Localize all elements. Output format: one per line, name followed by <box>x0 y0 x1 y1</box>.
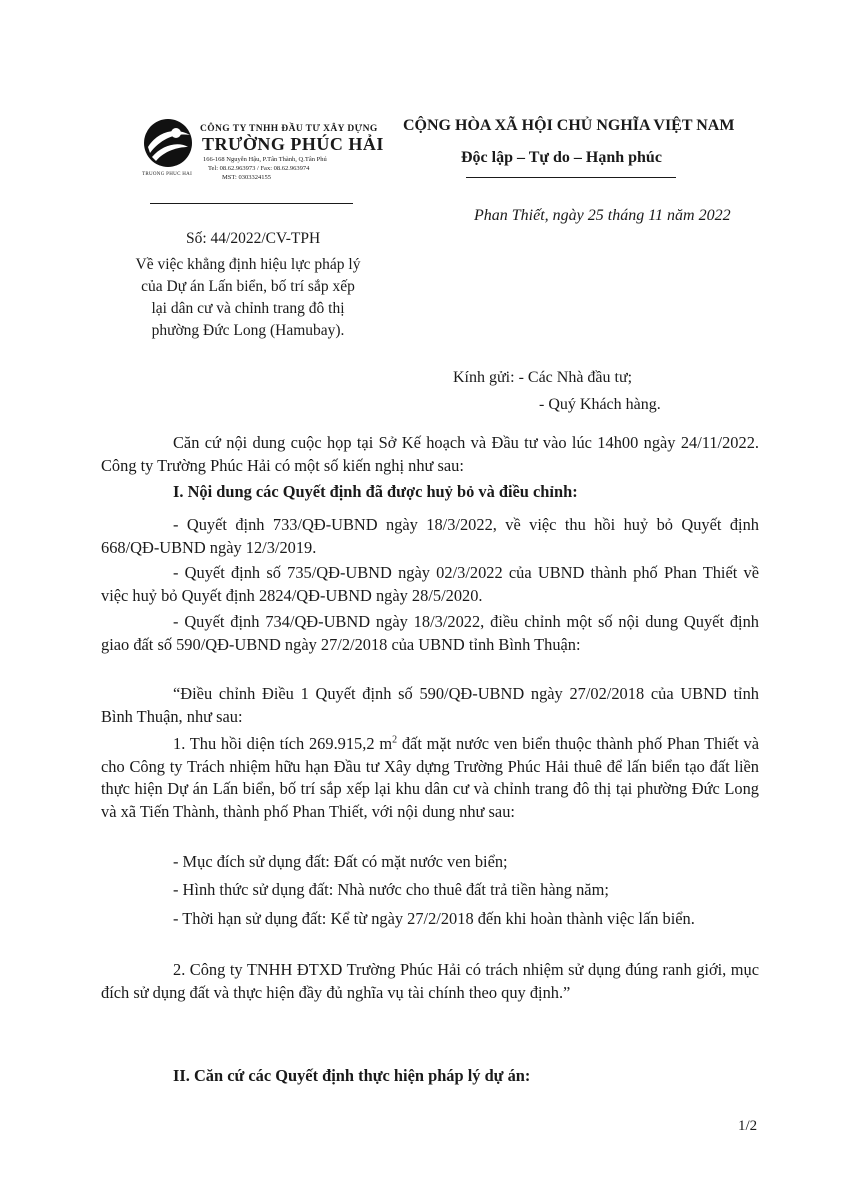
recipients-label: Kính gửi: <box>453 369 515 386</box>
paragraph-text: - Thời hạn sử dụng đất: Kể từ ngày 27/2/2018 đến khi hoàn thành việc lấn biển. <box>173 909 695 928</box>
land-term <box>101 908 759 931</box>
item-733 <box>101 514 759 559</box>
paragraph-text: - Hình thức sử dụng đất: Nhà nước cho thuê đất trả tiền hàng năm; <box>173 880 609 899</box>
page-number: 1/2 <box>738 1118 758 1134</box>
document-number: Số: 44/2022/CV-TPH <box>186 230 321 247</box>
intro-paragraph <box>101 432 759 477</box>
company-divider <box>150 203 353 204</box>
paragraph-text: - Quyết định số 735/QĐ-UBND ngày 02/3/2022 của UBND thành phố Phan Thiết về việc huỷ bỏ Quyết định 2824/QĐ-UBND ngày 28/5/2020. <box>101 563 759 605</box>
point-1 <box>101 733 759 823</box>
company-tax-id: MST: 0303324155 <box>222 174 271 181</box>
item-735 <box>101 562 759 607</box>
subject-line: của Dự án Lấn biển, bố trí sắp xếp <box>141 278 355 295</box>
paragraph-text: “Điều chỉnh Điều 1 Quyết định số 590/QĐ-UBND ngày 27/02/2018 của UBND tỉnh Bình Thuận, như sau: <box>101 684 759 726</box>
section-2-heading: II. Căn cứ các Quyết định thực hiện pháp lý dự án: <box>173 1066 531 1085</box>
item-734 <box>101 611 759 656</box>
paragraph-text: - Mục đích sử dụng đất: Đất có mặt nước ven biển; <box>173 852 508 871</box>
recipient-customers: - Quý Khách hàng. <box>539 396 661 413</box>
land-purpose <box>101 851 759 874</box>
paragraph-text: 2. Công ty TNHH ĐTXD Trường Phúc Hải có trách nhiệm sử dụng đúng ranh giới, mục đích sử dụng đất và thực hiện đầy đủ nghĩa vụ tài chính theo quy định.” <box>101 960 759 1002</box>
company-brand: TRƯỜNG PHÚC HẢI <box>202 134 384 154</box>
company-phone: Tel: 08.62.963973 / Fax: 08.62.963974 <box>208 165 310 172</box>
subject-line: phường Đức Long (Hamubay). <box>151 322 345 339</box>
point-2 <box>101 959 759 1004</box>
subject-line: lại dân cư và chỉnh trang đô thị <box>151 300 345 317</box>
place-date: Phan Thiết, ngày 25 tháng 11 năm 2022 <box>474 207 731 224</box>
company-name: CÔNG TY TNHH ĐẦU TƯ XÂY DỰNG <box>200 124 378 134</box>
national-motto: Độc lập – Tự do – Hạnh phúc <box>461 149 662 166</box>
quote-intro <box>101 683 759 728</box>
company-logo-icon <box>142 117 194 169</box>
section-1-heading: I. Nội dung các Quyết định đã được huỷ bỏ và điều chỉnh: <box>173 482 578 501</box>
subject-line: Về việc khẳng định hiệu lực pháp lý <box>135 256 361 273</box>
national-title: CỘNG HÒA XÃ HỘI CHỦ NGHĨA VIỆT NAM <box>403 117 735 134</box>
paragraph-text: 1. Thu hồi diện tích 269.915,2 $m^2$ đất mặt nước ven biển thuộc thành phố Phan Thiết và cho Công ty Trách nhiệm hữu hạn Đầu tư Xây dựng Trường Phúc Hải thuê để lấn biển tạo đất liền thực hiện Dự án Lấn biển, bố trí sắp xếp lại khu dân cư và chỉnh trang đô thị tại phường Đức Long và xã Tiến Thành, thành phố Phan Thiết, với nội dung như sau: <box>101 734 760 821</box>
land-form <box>101 879 759 902</box>
logo-caption: TRUONG PHUC HAI <box>142 172 193 177</box>
paragraph-text: - Quyết định 734/QĐ-UBND ngày 18/3/2022, điều chỉnh một số nội dung Quyết định giao đất số 590/QĐ-UBND ngày 27/2/2018 của UBND tỉnh Bình Thuận: <box>101 612 759 654</box>
paragraph-text: Căn cứ nội dung cuộc họp tại Sở Kế hoạch và Đầu tư vào lúc 14h00 ngày 24/11/2022. Công ty Trường Phúc Hải có một số kiến nghị như sau: <box>101 433 759 475</box>
recipients <box>453 369 632 387</box>
motto-underline <box>466 177 676 178</box>
paragraph-text: - Quyết định 733/QĐ-UBND ngày 18/3/2022, về việc thu hồi huỷ bỏ Quyết định 668/QĐ-UBND ngày 12/3/2019. <box>101 515 759 557</box>
company-address: 166-168 Nguyễn Hậu, P.Tân Thành, Q.Tân Phú <box>203 156 327 163</box>
recipient-investors: - Các Nhà đầu tư; <box>518 369 633 386</box>
